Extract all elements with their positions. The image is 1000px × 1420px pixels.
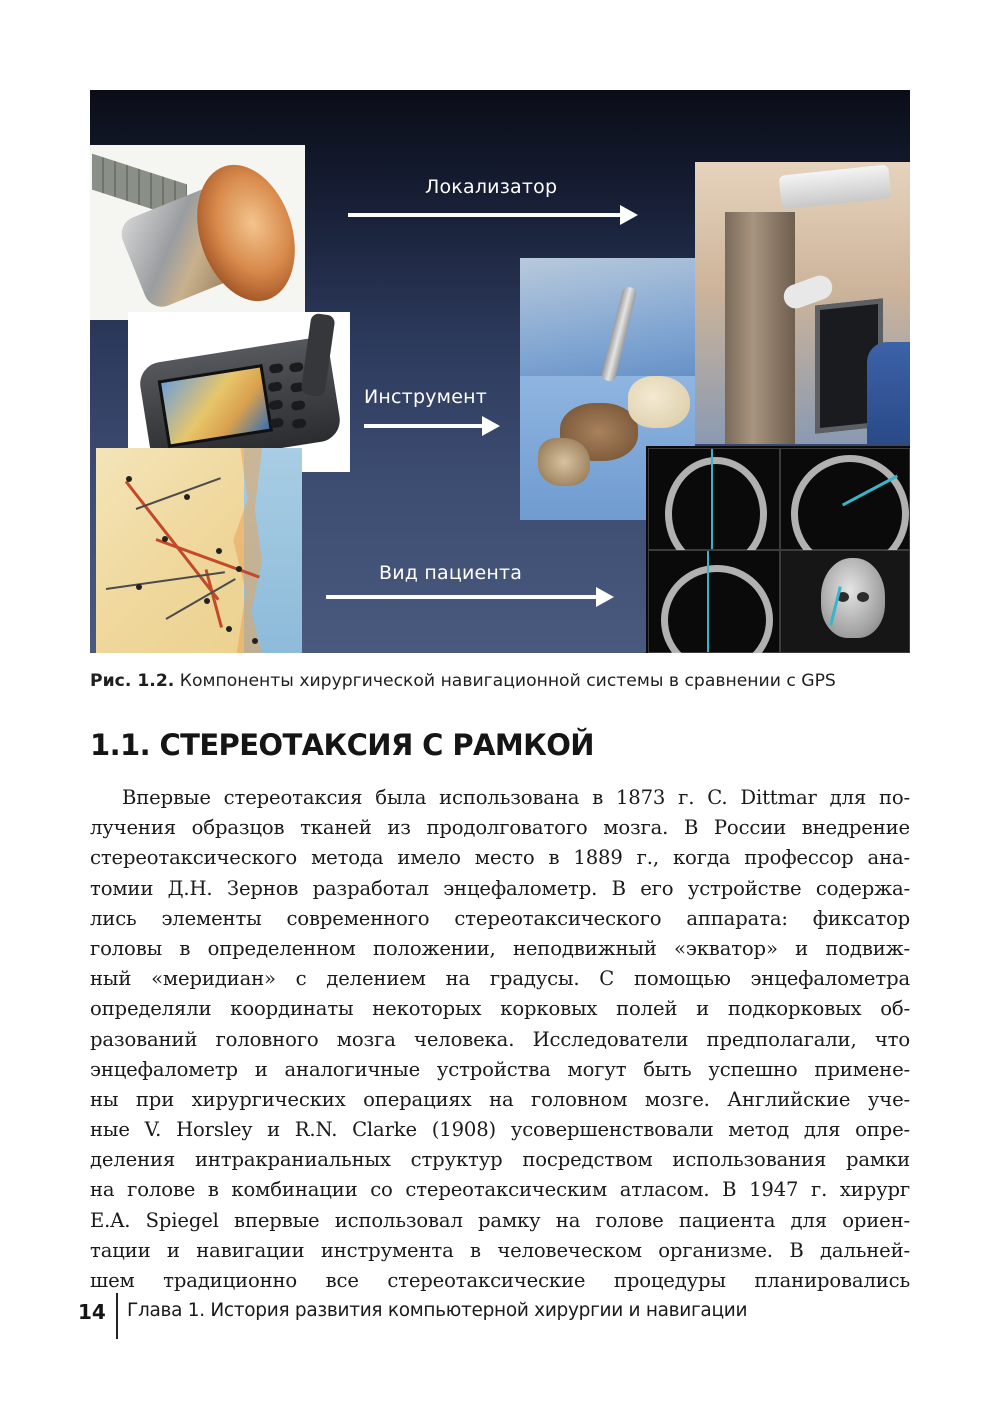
- gps-button: [269, 417, 284, 428]
- paragraph-line: шем традиционно все стереотаксические процедуры планировались: [90, 1269, 910, 1292]
- map-city-dot: [236, 566, 242, 572]
- surgeon-figure: [867, 342, 910, 444]
- ct-bone-outline: [661, 565, 773, 653]
- paragraph-line: тации и навигации инструмента в человеческом организме. В дальней-: [90, 1238, 910, 1262]
- paragraph-line: деления интракраниальных структур посредством использования рамки: [90, 1148, 910, 1172]
- map-city-dot: [136, 584, 142, 590]
- gps-button: [269, 363, 284, 374]
- paragraph-line: ны при хирургических операциях на головном мозге. Английские уче-: [90, 1087, 910, 1111]
- map-city-dot: [184, 494, 190, 500]
- paragraph-line: на голове в комбинации со стереотаксическим атласом. В 1947 г. хирург: [90, 1178, 910, 1202]
- gps-button: [268, 399, 283, 410]
- footer-divider: [116, 1293, 118, 1339]
- gps-button: [291, 418, 306, 429]
- arrow-patient-view: [326, 595, 600, 599]
- map-city-dot: [226, 626, 232, 632]
- section-title: 1.1. СТЕРЕОТАКСИЯ С РАМКОЙ: [90, 728, 594, 762]
- paragraph-line: томии Д.Н. Зернов разработал энцефалометр. В его устройстве содержа-: [90, 876, 910, 900]
- page-number: 14: [78, 1300, 106, 1324]
- figure-gps-comparison: [90, 90, 910, 653]
- map-road-minor: [136, 477, 221, 510]
- map-city-dot: [204, 598, 210, 604]
- paragraph-line: лучения образцов тканей из продолговатого мозга. В России внедрение: [90, 816, 910, 840]
- gps-button: [267, 381, 282, 392]
- ct-views-image: [646, 446, 910, 653]
- navigation-station-photo: [695, 162, 910, 444]
- label-instrument: Инструмент: [364, 386, 487, 408]
- ct-view-coronal: [648, 448, 780, 550]
- caption-prefix: Рис. 1.2.: [90, 671, 175, 691]
- ct-skull-3d: [821, 558, 885, 638]
- satellite-image: [90, 145, 305, 320]
- ct-crosshair-line: [707, 551, 709, 652]
- skull-orbit: [857, 592, 869, 602]
- label-localizer: Локализатор: [425, 176, 558, 198]
- gps-screen: [158, 364, 273, 448]
- skull-model: [538, 438, 590, 486]
- surgeon-hand: [628, 376, 690, 428]
- paragraph-line: E.A. Spiegel впервые использовал рамку на голове пациента для ориен-: [90, 1208, 910, 1232]
- navigation-instrument: [601, 286, 638, 383]
- map-city-dot: [216, 548, 222, 554]
- ct-view-sagittal: [780, 448, 910, 550]
- camera-arm: [779, 164, 892, 209]
- paragraph-line: энцефалометр и аналогичные устройства могут быть успешно примене-: [90, 1057, 910, 1081]
- road-map-image: [96, 448, 302, 653]
- paragraph-line: Впервые стереотаксия была использована в 1873 г. C. Dittmar для по-: [122, 786, 910, 809]
- ct-crosshair-line: [711, 449, 713, 549]
- map-city-dot: [126, 476, 132, 482]
- paragraph-line: головы в определенном положении, неподвижный «экватор» и подвиж-: [90, 936, 910, 960]
- ct-view-axial: [648, 550, 780, 653]
- map-road-minor: [166, 578, 236, 620]
- body-paragraph: [90, 783, 910, 1296]
- map-city-dot: [252, 638, 258, 644]
- paragraph-line: лись элементы современного стереотаксического аппарата: фиксатор: [90, 906, 910, 930]
- running-footer: Глава 1. История развития компьютерной хирургии и навигации: [127, 1300, 748, 1321]
- arrow-localizer: [348, 213, 624, 217]
- arrow-instrument: [364, 424, 486, 428]
- paragraph-line: стереотаксического метода имело место в 1889 г., когда профессор ана-: [90, 846, 910, 870]
- figure-caption: [90, 671, 910, 691]
- map-city-dot: [162, 536, 168, 542]
- gps-button: [291, 400, 306, 411]
- caption-text: Компоненты хирургической навигационной системы в сравнении с GPS: [174, 671, 836, 691]
- paragraph-line: разований головного мозга человека. Исследователи предполагали, что: [90, 1027, 910, 1051]
- label-patient-view: Вид пациента: [379, 562, 523, 584]
- room-door: [725, 212, 795, 444]
- gps-button: [289, 362, 304, 373]
- paragraph-line: ный «меридиан» с делением на градусы. С помощью энцефалометра: [90, 967, 910, 991]
- paragraph-line: ные V. Horsley и R.N. Clarke (1908) усовершенствовали метод для опре-: [90, 1118, 910, 1142]
- paragraph-line: определяли координаты некоторых корковых полей и подкорковых об-: [90, 997, 910, 1021]
